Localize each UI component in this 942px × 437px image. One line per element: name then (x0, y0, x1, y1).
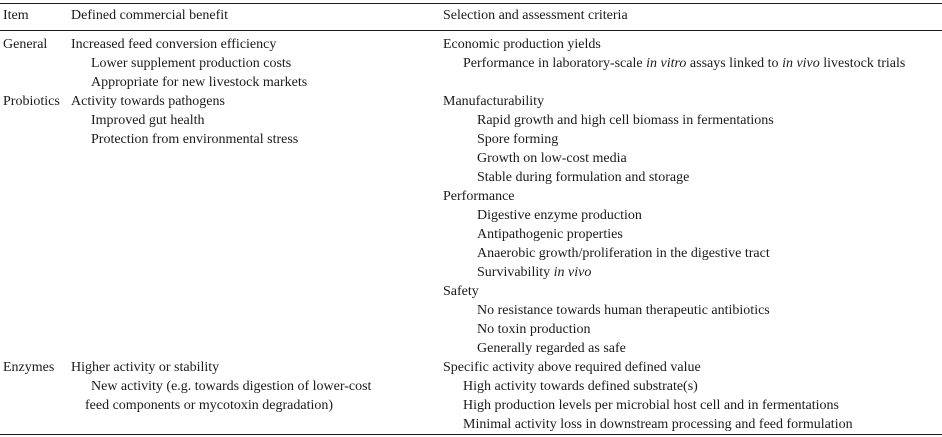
criteria-heading: Manufacturability (443, 94, 545, 109)
row-item-enzymes: Enzymes (3, 360, 55, 375)
criteria-text: Performance in laboratory-scale in vitro assays linked to in vivo livestock trials (463, 56, 906, 71)
header-criteria: Selection and assessment criteria (443, 8, 628, 23)
benefit-text: Protection from environmental stress (91, 132, 299, 147)
criteria-text: No resistance towards human therapeutic antibiotics (477, 303, 770, 318)
row-item-probiotics: Probiotics (3, 94, 60, 109)
benefit-text: Higher activity or stability (71, 360, 220, 375)
benefit-text: Increased feed conversion efficiency (71, 37, 277, 52)
criteria-text: Generally regarded as safe (477, 341, 626, 356)
criteria-text: Spore forming (477, 132, 559, 147)
criteria-text: Antipathogenic properties (477, 227, 623, 242)
criteria-text: Economic production yields (443, 37, 601, 52)
criteria-text: Stable during formulation and storage (477, 170, 690, 185)
criteria-text: Minimal activity loss in downstream processing and feed formulation (463, 417, 853, 432)
header-benefit: Defined commercial benefit (71, 8, 229, 23)
criteria-text: High activity towards defined substrate(s) (463, 379, 698, 394)
criteria-text: Rapid growth and high cell biomass in fermentations (477, 113, 774, 128)
criteria-text: Digestive enzyme production (477, 208, 642, 223)
benefit-text: feed components or mycotoxin degradation) (85, 398, 334, 413)
criteria-heading: Safety (443, 284, 479, 299)
criteria-text: Specific activity above required defined value (443, 360, 701, 375)
benefit-text: Activity towards pathogens (71, 94, 225, 109)
top-rule (0, 3, 942, 4)
criteria-text: High production levels per microbial host cell and in fermentations (463, 398, 839, 413)
benefit-text: Improved gut health (91, 113, 205, 128)
row-item-general: General (3, 37, 48, 52)
header-rule (0, 30, 942, 31)
bottom-rule (0, 434, 942, 435)
criteria-text: Growth on low-cost media (477, 151, 627, 166)
criteria-text: Anaerobic growth/proliferation in the digestive tract (477, 246, 770, 261)
criteria-heading: Performance (443, 189, 515, 204)
benefit-text: Appropriate for new livestock markets (91, 75, 308, 90)
header-item: Item (3, 8, 29, 23)
criteria-text: No toxin production (477, 322, 591, 337)
criteria-text: Survivability in vivo (477, 265, 592, 280)
benefit-text: New activity (e.g. towards digestion of lower-cost (91, 379, 372, 394)
benefit-text: Lower supplement production costs (91, 56, 292, 71)
